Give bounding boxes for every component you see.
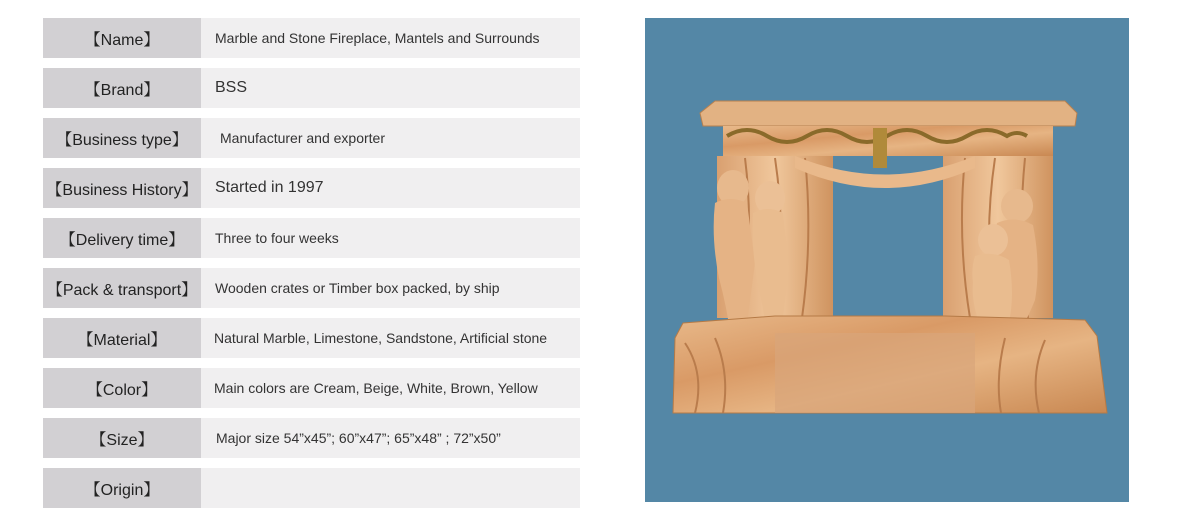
spec-value: BSS	[201, 68, 580, 108]
spec-value: Natural Marble, Limestone, Sandstone, Artificial stone	[201, 318, 580, 358]
spec-value: Major size 54”x45”; 60”x47”; 65”x48” ; 72”x50”	[201, 418, 580, 458]
spec-label: 【Origin】	[43, 468, 201, 508]
spec-value: Marble and Stone Fireplace, Mantels and Surrounds	[201, 18, 580, 58]
spec-value: Manufacturer and exporter	[201, 118, 580, 158]
spec-label: 【Name】	[43, 18, 201, 58]
spec-label: 【Delivery time】	[43, 218, 201, 258]
product-spec-table	[43, 18, 580, 518]
spec-row-business-type	[43, 118, 580, 158]
spec-value	[201, 468, 580, 508]
spec-label: 【Brand】	[43, 68, 201, 108]
spec-row-name	[43, 18, 580, 58]
spec-row-size	[43, 418, 580, 458]
spec-row-business-history	[43, 168, 580, 208]
spec-label: 【Business type】	[43, 118, 201, 158]
spec-value: Started in 1997	[201, 168, 580, 208]
spec-row-brand	[43, 68, 580, 108]
spec-value: Main colors are Cream, Beige, White, Brown, Yellow	[201, 368, 580, 408]
spec-label: 【Size】	[43, 418, 201, 458]
spec-row-material	[43, 318, 580, 358]
spec-label: 【Material】	[43, 318, 201, 358]
spec-row-origin	[43, 468, 580, 508]
fireplace-illustration	[645, 18, 1129, 502]
spec-row-pack-transport	[43, 268, 580, 308]
spec-value: Wooden crates or Timber box packed, by ship	[201, 268, 580, 308]
spec-value: Three to four weeks	[201, 218, 580, 258]
spec-row-color	[43, 368, 580, 408]
spec-label: 【Color】	[43, 368, 201, 408]
spec-label: 【Business History】	[43, 168, 201, 208]
product-photo	[645, 18, 1129, 502]
spec-row-delivery-time	[43, 218, 580, 258]
spec-label: 【Pack & transport】	[43, 268, 201, 308]
